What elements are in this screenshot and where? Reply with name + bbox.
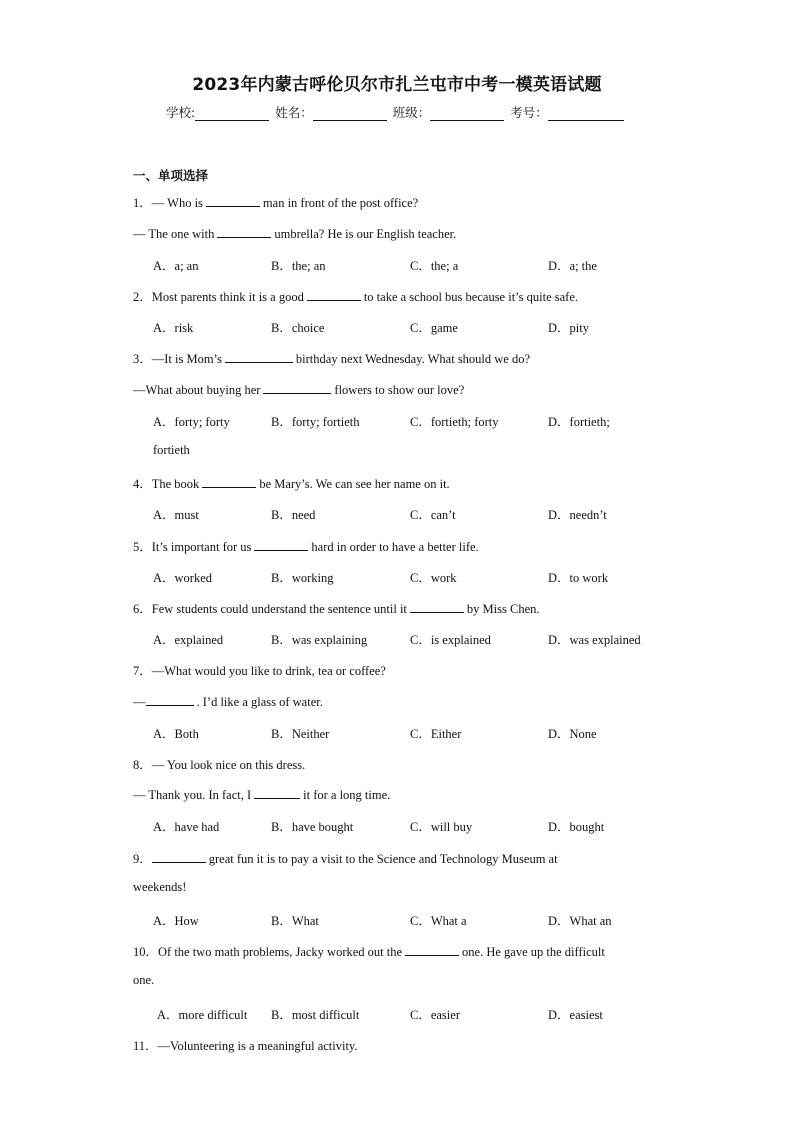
question-11: 11．—Volunteering is a meaningful activity.	[133, 1039, 358, 1053]
q5-text-a: 5．It’s important for us	[133, 540, 252, 554]
q9-option-d[interactable]: D．What an	[548, 914, 612, 928]
q8-text-d: it for a long time.	[303, 788, 391, 802]
q10-option-a[interactable]: A．more difficult	[157, 1008, 248, 1022]
q6-option-d[interactable]: D．was explained	[548, 633, 641, 647]
q6-option-c[interactable]: C．is explained	[410, 633, 491, 647]
q8-option-b[interactable]: B．have bought	[271, 820, 354, 834]
q3-option-b[interactable]: B．forty; fortieth	[271, 415, 360, 429]
q10-option-c[interactable]: C．easier	[410, 1008, 460, 1022]
school-label: 学校:	[166, 105, 196, 120]
q3-text-c: —What about buying her	[133, 383, 261, 397]
q3-text-b: birthday next Wednesday. What should we do?	[295, 352, 531, 366]
q5-option-c[interactable]: C．work	[410, 571, 457, 585]
q8-option-d[interactable]: D．bought	[548, 820, 605, 834]
q4-text-b: be Mary’s. We can see her name on it.	[259, 477, 450, 491]
q6-option-b[interactable]: B．was explaining	[271, 633, 368, 647]
q2-blank	[307, 288, 361, 301]
student-info	[166, 103, 626, 121]
q7-blank	[146, 693, 194, 706]
number-label: 考号：	[510, 105, 548, 120]
q10-blank	[405, 943, 459, 956]
q1-option-d[interactable]: D．a; the	[548, 259, 597, 273]
q1-option-c[interactable]: C．the; a	[410, 259, 459, 273]
q6-text-b: by Miss Chen.	[466, 602, 540, 616]
question-6	[133, 599, 540, 617]
q6-blank	[410, 600, 464, 613]
q1-blank-2	[217, 225, 271, 238]
name-blank	[313, 107, 387, 121]
q3-option-c[interactable]: C．fortieth; forty	[410, 415, 499, 429]
name-label: 姓名：	[275, 105, 313, 120]
q1-text-d: umbrella? He is our English teacher.	[274, 227, 457, 241]
q2-option-c[interactable]: C．game	[410, 321, 458, 335]
q8-blank	[254, 786, 300, 799]
q5-option-a[interactable]: A．worked	[153, 571, 213, 585]
q7-option-a[interactable]: A．Both	[153, 727, 199, 741]
q4-text-a: 4．The book	[133, 477, 200, 491]
q7-option-b[interactable]: B．Neither	[271, 727, 330, 741]
q2-option-a[interactable]: A．risk	[153, 321, 194, 335]
question-2	[133, 287, 578, 305]
question-5	[133, 537, 479, 555]
question-9-line-1	[133, 849, 558, 867]
q2-option-b[interactable]: B．choice	[271, 321, 325, 335]
class-label: 班级：	[392, 105, 431, 120]
q7-text-d: . I’d like a glass of water.	[196, 695, 323, 709]
q9-text-a: 9．	[133, 852, 152, 866]
q9-option-a[interactable]: A．How	[153, 914, 199, 928]
question-10-line-2: one.	[133, 973, 155, 987]
question-8-line-2	[133, 786, 390, 803]
question-1-line-2	[133, 225, 456, 242]
question-3-line-2	[133, 381, 464, 398]
q3-option-d-wrap: fortieth	[153, 443, 190, 457]
q9-option-b[interactable]: B．What	[271, 914, 319, 928]
q8-option-a[interactable]: A．have had	[153, 820, 220, 834]
q5-option-b[interactable]: B．working	[271, 571, 334, 585]
question-4	[133, 474, 450, 492]
q4-option-d[interactable]: D．needn’t	[548, 508, 607, 522]
q6-text-a: 6．Few students could understand the sentence until it	[133, 602, 407, 616]
q2-text-b: to take a school bus because it’s quite safe.	[363, 290, 579, 304]
q8-option-c[interactable]: C．will buy	[410, 820, 473, 834]
question-7-line-2	[133, 693, 323, 710]
q4-blank	[202, 475, 256, 488]
class-blank	[430, 107, 504, 121]
question-1-line-1	[133, 193, 418, 211]
number-blank	[548, 107, 624, 121]
q9-text-b: great fun it is to pay a visit to the Science and Technology Museum at	[208, 852, 558, 866]
q5-text-b: hard in order to have a better life.	[311, 540, 479, 554]
q10-option-b[interactable]: B．most difficult	[271, 1008, 360, 1022]
q9-blank	[152, 850, 206, 863]
q3-text-d: flowers to show our love?	[334, 383, 465, 397]
question-7-line-1: 7．—What would you like to drink, tea or coffee?	[133, 664, 386, 678]
q8-text-c: — Thank you. In fact, I	[133, 788, 252, 802]
q6-option-a[interactable]: A．explained	[153, 633, 224, 647]
q1-option-a[interactable]: A．a; an	[153, 259, 199, 273]
question-9-line-2: weekends!	[133, 880, 187, 894]
q5-blank	[254, 538, 308, 551]
school-blank	[195, 107, 269, 121]
q2-option-d[interactable]: D．pity	[548, 321, 589, 335]
q3-option-a[interactable]: A．forty; forty	[153, 415, 230, 429]
q4-option-a[interactable]: A．must	[153, 508, 199, 522]
q7-option-d[interactable]: D．None	[548, 727, 597, 741]
q1-text-b: man in front of the post office?	[262, 196, 419, 210]
q7-text-c: —	[133, 695, 146, 709]
q7-option-c[interactable]: C．Either	[410, 727, 462, 741]
q3-blank-2	[263, 381, 331, 394]
q1-option-b[interactable]: B．the; an	[271, 259, 326, 273]
section-heading: 一、单项选择	[133, 168, 209, 183]
q9-option-c[interactable]: C．What a	[410, 914, 467, 928]
q10-text-a: 10．Of the two math problems, Jacky worked out the	[133, 945, 403, 959]
q3-option-d[interactable]: D．fortieth;	[548, 415, 610, 429]
q3-text-a: 3．—It is Mom’s	[133, 352, 222, 366]
q5-option-d[interactable]: D．to work	[548, 571, 609, 585]
page-title: 2023年内蒙古呼伦贝尔市扎兰屯市中考一模英语试题	[192, 75, 602, 95]
q4-option-c[interactable]: C．can’t	[410, 508, 456, 522]
q10-text-b: one. He gave up the difficult	[462, 945, 605, 959]
q1-text-c: — The one with	[133, 227, 215, 241]
q2-text-a: 2．Most parents think it is a good	[133, 290, 304, 304]
q1-blank-1	[206, 194, 260, 207]
q1-text-a: 1．— Who is	[133, 196, 203, 210]
q4-option-b[interactable]: B．need	[271, 508, 316, 522]
q3-blank-1	[225, 350, 293, 363]
question-8-line-1: 8．— You look nice on this dress.	[133, 758, 306, 772]
q10-option-d[interactable]: D．easiest	[548, 1008, 603, 1022]
question-3-line-1	[133, 349, 530, 367]
question-10-line-1	[133, 942, 605, 960]
